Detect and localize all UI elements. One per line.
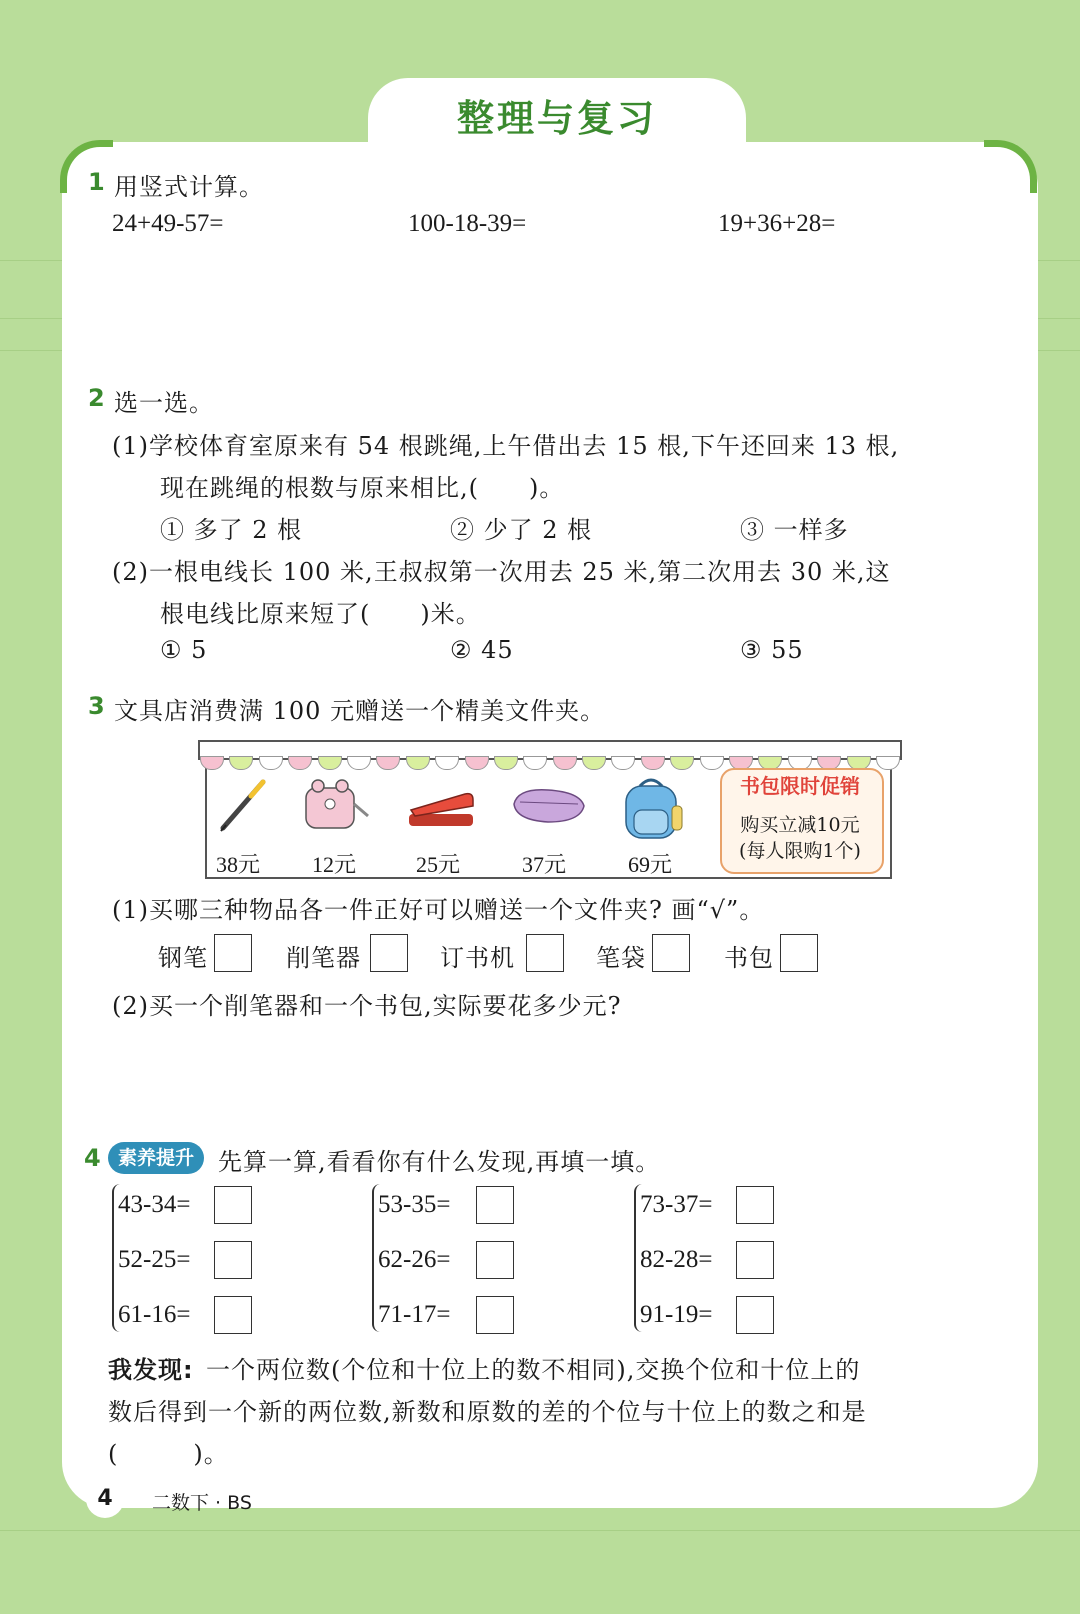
finding-line-3: ( )。 — [108, 1440, 229, 1468]
item-label: 订书机 — [440, 944, 515, 972]
page-number: 4 — [86, 1480, 124, 1518]
q1-expression: 100-18-39= — [408, 210, 527, 237]
q1-expression: 19+36+28= — [718, 210, 836, 237]
bg-line — [0, 1530, 1080, 1531]
checkbox[interactable] — [370, 934, 408, 972]
question-4-prompt: 先算一算,看看你有什么发现,再填一填。 — [218, 1148, 661, 1176]
item-label: 钢笔 — [158, 944, 208, 972]
promo-line-2: (每人限购1个) — [739, 840, 861, 862]
promo-title: 书包限时促销 — [740, 774, 860, 798]
question-3-prompt: 文具店消费满 100 元赠送一个精美文件夹。 — [114, 697, 606, 725]
price-label: 69元 — [628, 852, 673, 877]
answer-box[interactable] — [214, 1186, 252, 1224]
answer-box[interactable] — [214, 1296, 252, 1334]
question-2-prompt: 选一选。 — [114, 389, 214, 417]
q4-expression: 71-17= — [378, 1301, 451, 1328]
item-label: 书包 — [724, 944, 774, 972]
q2-part1-option[interactable]: ③ 一样多 — [740, 516, 849, 544]
corner-decoration — [60, 140, 113, 193]
q2-part2-option[interactable]: ① 5 — [160, 636, 208, 664]
price-label: 37元 — [522, 852, 567, 877]
q2-part1-line1: (1)学校体育室原来有 54 根跳绳,上午借出去 15 根,下午还回来 13 根, — [112, 432, 900, 460]
answer-box[interactable] — [736, 1296, 774, 1334]
stapler-icon — [405, 776, 477, 836]
shop-awning — [198, 740, 902, 760]
price-label: 12元 — [312, 852, 357, 877]
corner-decoration — [984, 140, 1037, 193]
question-2-number: 2 — [88, 384, 105, 412]
pen-icon — [215, 776, 271, 836]
q4-expression: 62-26= — [378, 1246, 451, 1273]
answer-box[interactable] — [476, 1296, 514, 1334]
answer-box[interactable] — [476, 1186, 514, 1224]
q4-expression: 52-25= — [118, 1246, 191, 1273]
q4-expression: 73-37= — [640, 1191, 713, 1218]
finding-line-2: 数后得到一个新的两位数,新数和原数的差的个位与十位上的数之和是 — [108, 1398, 867, 1426]
q4-expression: 91-19= — [640, 1301, 713, 1328]
checkbox[interactable] — [526, 934, 564, 972]
literacy-badge: 素养提升 — [108, 1142, 204, 1174]
q2-part1-option[interactable]: ① 多了 2 根 — [160, 516, 303, 544]
price-label: 38元 — [216, 852, 261, 877]
book-label: 二数下 · BS — [152, 1492, 252, 1514]
answer-box[interactable] — [476, 1241, 514, 1279]
q2-part2-line2: 根电线比原来短了( )米。 — [160, 600, 481, 628]
q2-part2-option[interactable]: ③ 55 — [740, 636, 804, 664]
q2-part1-line2: 现在跳绳的根数与原来相比,( )。 — [160, 474, 565, 502]
q1-expression: 24+49-57= — [112, 210, 224, 237]
q4-expression: 61-16= — [118, 1301, 191, 1328]
finding-label: 我发现: — [108, 1356, 194, 1384]
question-1-prompt: 用竖式计算。 — [114, 173, 264, 201]
q4-expression: 53-35= — [378, 1191, 451, 1218]
checkbox[interactable] — [780, 934, 818, 972]
pencil-case-icon — [508, 776, 588, 836]
answer-box[interactable] — [214, 1241, 252, 1279]
question-1-number: 1 — [88, 168, 105, 196]
answer-box[interactable] — [736, 1186, 774, 1224]
answer-box[interactable] — [736, 1241, 774, 1279]
backpack-icon — [618, 776, 688, 844]
q2-part1-option[interactable]: ② 少了 2 根 — [450, 516, 593, 544]
checkbox[interactable] — [214, 934, 252, 972]
question-4-number: 4 — [84, 1144, 101, 1172]
page-title: 整理与复习 — [457, 97, 657, 140]
item-label: 削笔器 — [286, 944, 361, 972]
pencil-sharpener-icon — [300, 776, 374, 836]
finding-line-1: 一个两位数(个位和十位上的数不相同),交换个位和十位上的 — [206, 1356, 861, 1384]
item-label: 笔袋 — [596, 944, 646, 972]
q3-part2: (2)买一个削笔器和一个书包,实际要花多少元? — [112, 992, 622, 1020]
q4-expression: 43-34= — [118, 1191, 191, 1218]
price-label: 25元 — [416, 852, 461, 877]
promo-line-1: 购买立减10元 — [740, 814, 860, 836]
question-3-number: 3 — [88, 692, 105, 720]
q2-part2-line1: (2)一根电线长 100 米,王叔叔第一次用去 25 米,第二次用去 30 米,这 — [112, 558, 891, 586]
checkbox[interactable] — [652, 934, 690, 972]
q4-expression: 82-28= — [640, 1246, 713, 1273]
q3-part1: (1)买哪三种物品各一件正好可以赠送一个文件夹? 画“√”。 — [112, 896, 765, 924]
q2-part2-option[interactable]: ② 45 — [450, 636, 514, 664]
